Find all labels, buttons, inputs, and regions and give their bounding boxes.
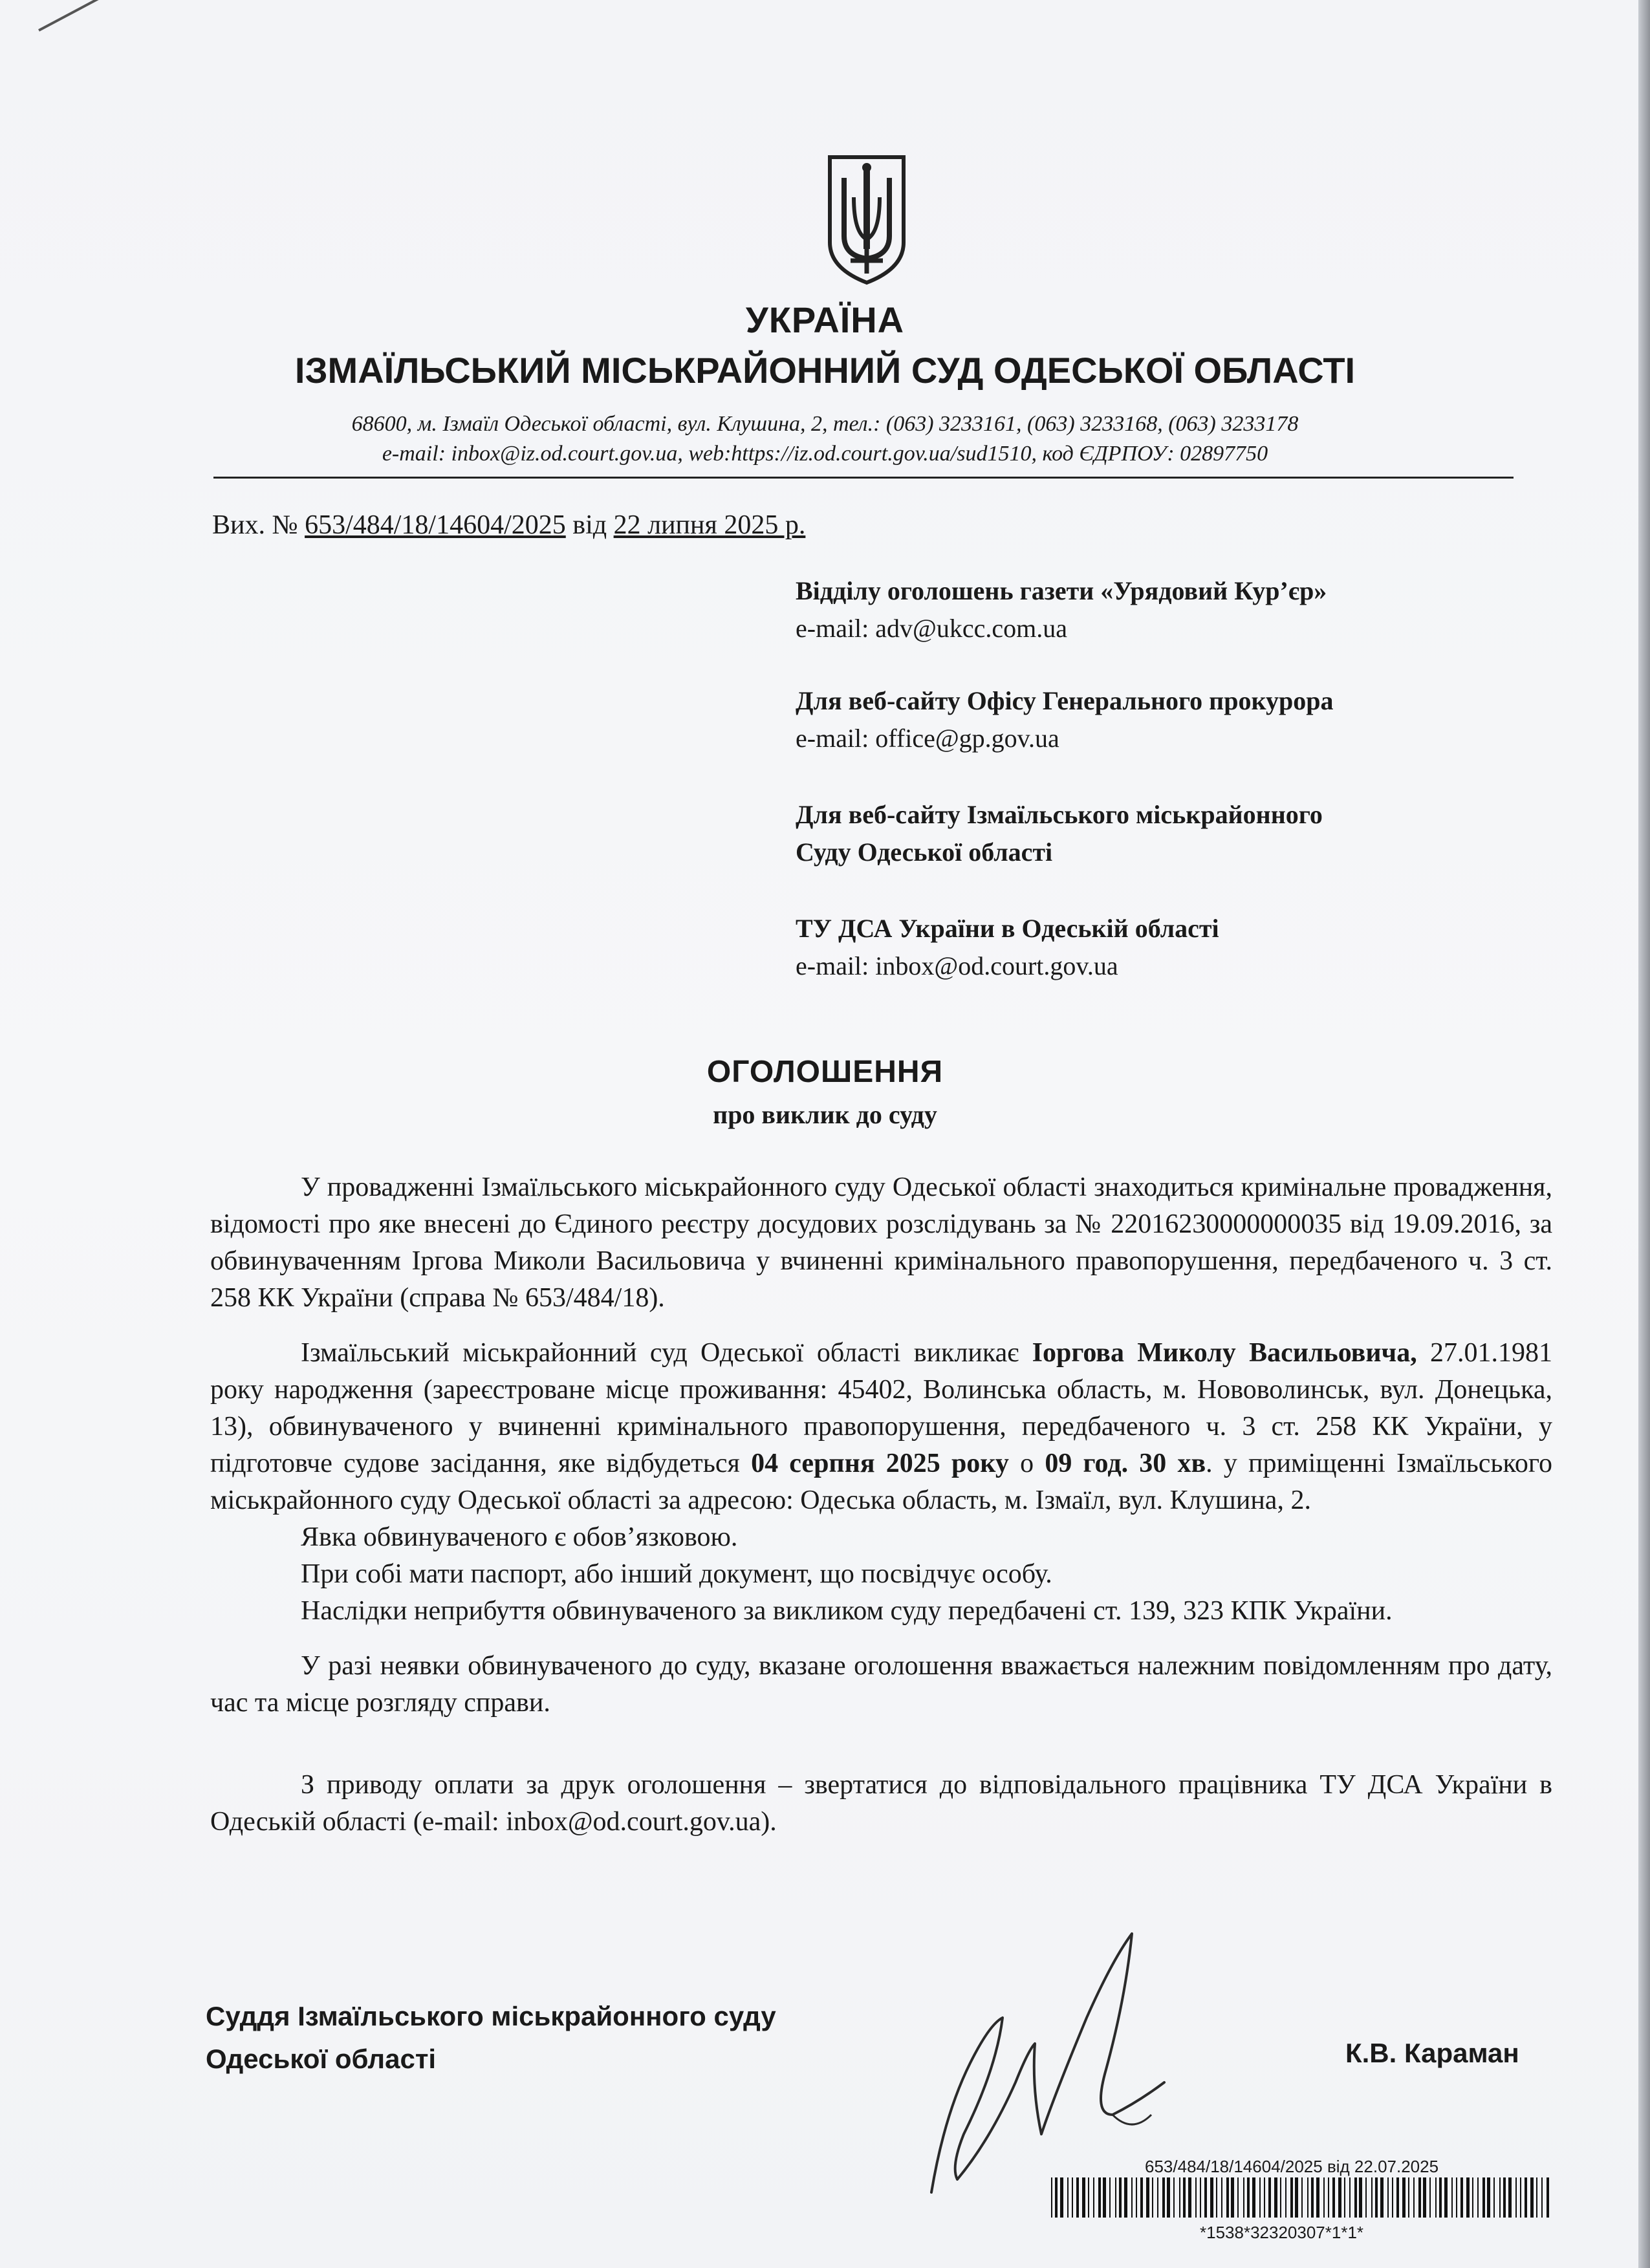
paragraph-absence: У разі неявки обвинуваченого до суду, вказане оголошення вважається належним повідомленням про дату, час та місце розгляду справи. [210, 1651, 1552, 1718]
paragraph-consequences: Наслідки неприбуття обвинуваченого за викликом суду передбачені ст. 139, 323 КПК України. [301, 1596, 1393, 1626]
paragraph-attendance: Явка обвинуваченого є обов’язковою. [301, 1522, 738, 1552]
outgoing-number: 653/484/18/14604/2025 [305, 510, 566, 540]
header-address: 68600, м. Ізмаїл Одеської області, вул. Клушина, 2, тел.: (063) 3233161, (063) 3233168, (063) 3233178 [351, 412, 1299, 436]
barcode [1051, 2177, 1549, 2218]
addressee-name: ТУ ДСА України в Одеській області [796, 914, 1219, 943]
notice-body [210, 1169, 1552, 1841]
signer-title [206, 1995, 776, 2080]
header-divider [213, 477, 1514, 479]
notice-subtitle: про виклик до суду [713, 1100, 937, 1129]
outgoing-mid: від [565, 510, 614, 540]
header-court-name: ІЗМАЇЛЬСЬКИЙ МІСЬКРАЙОННИЙ СУД ОДЕСЬКОЇ ОБЛАСТІ [294, 350, 1356, 391]
addressee-name: Відділу оголошень газети «Урядовий Кур’єр» [796, 576, 1327, 605]
registration-ref: 653/484/18/14604/2025 від 22.07.2025 [1145, 2157, 1439, 2176]
addressee-email: e-mail: office@gp.gov.ua [796, 724, 1059, 753]
notice-title: ОГОЛОШЕННЯ [706, 1055, 944, 1089]
outgoing-date: 22 липня 2025 р. [613, 510, 806, 540]
addressees-block [796, 572, 1539, 985]
signer-title-line1: Суддя Ізмаїльського міськрайонного суду [206, 2001, 776, 2031]
trident-icon [825, 152, 909, 288]
header-country: УКРАЇНА [745, 299, 905, 340]
addressee-name: Для веб-сайту Ізмаїльського міськрайонного [796, 800, 1323, 829]
outgoing-prefix: Вих. № [212, 510, 305, 540]
addressee-name: Для веб-сайту Офісу Генерального прокурора [796, 686, 1334, 715]
summons-text: о [1008, 1449, 1045, 1478]
summons-text: . у приміщенні Ізмаїльського міськрайонного суду Одеської області за адресою: Одеська область, м. Ізмаїл, вул. Клушина, 2. [210, 1449, 1552, 1515]
addressee-1 [796, 572, 1539, 647]
hearing-date: 04 серпня 2025 року [751, 1449, 1009, 1478]
signer-title-line2: Одеської області [206, 2044, 437, 2074]
paragraph-documents: При собі мати паспорт, або інший документ, що посвідчує особу. [301, 1559, 1052, 1589]
summons-text: 27.01.1981 року народження (зареєстроване місце проживання: 45402, Волинська область, м. Нововолинськ, вул. Донецька, 13), обвинуваченого у вчиненні кримінального правопорушення, передбаченого ч. 3 ст. 258 КК України, у підготовче судове засідання, яке відбудеться [210, 1338, 1553, 1478]
addressee-name-line2: Суду Одеської області [796, 837, 1053, 867]
addressee-email: e-mail: inbox@od.court.gov.ua [796, 951, 1118, 980]
signer-name: К.В. Караман [1345, 2038, 1519, 2068]
defendant-name: Іоргова Миколу Васильовича, [1032, 1338, 1417, 1368]
barcode-text: *1538*32320307*1*1* [1200, 2223, 1364, 2242]
summons-text: Ізмаїльський міськрайонний суд Одеської області викликає [301, 1338, 1032, 1368]
header-contacts: e-mail: inbox@iz.od.court.gov.ua, web:https://iz.od.court.gov.ua/sud1510, код ЄДРПОУ: 02897750 [382, 442, 1268, 466]
addressee-email: e-mail: adv@ukcc.com.ua [796, 614, 1067, 643]
paragraph-summons [210, 1335, 1552, 1519]
hearing-time: 09 год. 30 хв [1045, 1449, 1206, 1478]
addressee-4 [796, 910, 1539, 985]
paragraph-payment: З приводу оплати за друк оголошення – звертатися до відповідального працівника ТУ ДСА України в Одеській області (e-mail: inbox@od.court.gov.ua). [210, 1770, 1552, 1837]
outgoing-number-line [212, 510, 805, 541]
paragraph-proceedings: У провадженні Ізмаїльського міськрайонного суду Одеської області знаходиться кримінальне провадження, відомості про яке внесені до Єдиного реєстру досудових розслідувань за № 22016230000000035 від 19.09.2016, за обвинуваченням Іргова Миколи Васильовича у вчиненні кримінального правопорушення, передбаченого ч. 3 ст. 258 КК України (справа № 653/484/18). [210, 1172, 1552, 1313]
addressee-3 [796, 796, 1539, 871]
addressee-2 [796, 682, 1539, 757]
